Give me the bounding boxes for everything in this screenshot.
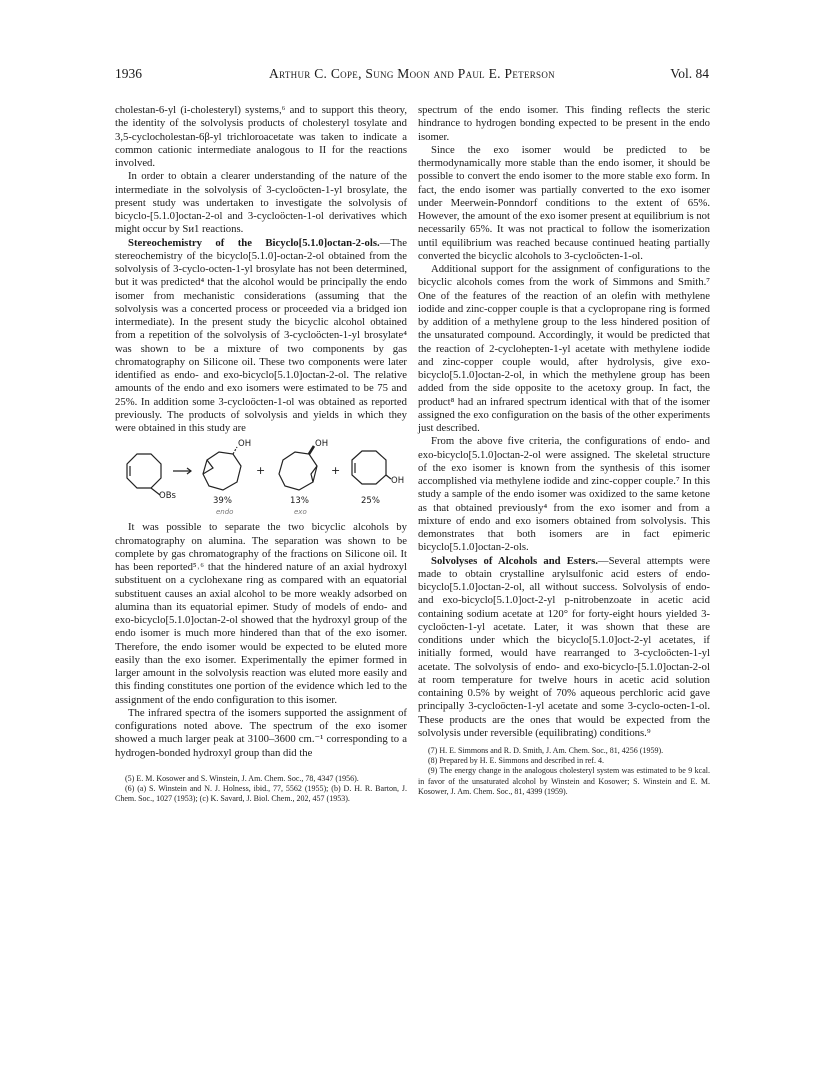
right-paragraph-1: spectrum of the endo isomer. This finding reflects the steric hindrance to hydrogen bonding expected to be present in the endo isomer. [418, 104, 710, 143]
footnote-8: (8) Prepared by H. E. Simmons and described in ref. 4. [428, 756, 604, 766]
footnote-9: (9) The energy change in the analogous cholesteryl system was estimated to be 9 kcal. in favor of the unsaturated alcohol by Winstein and Kosower; S. Winstein and E. M. Kosower, J. Am. Chem. Soc., 81, 4399 (1959). [418, 766, 710, 796]
yield-cyclooctenol: 25% [361, 496, 380, 507]
oh-label-exo: OH [315, 439, 329, 450]
left-paragraph-2: In order to obtain a clearer understanding of the nature of the intermediate in the solvolysis of 3-cycloöcten-1-yl brosylate, the present study was undertaken to investigate the solvolysis of bicyclo-[5.1.0]octan-2-ol and 3-cycloöcten-1-ol derivatives which might occur by Sи1 reactions. [115, 170, 407, 236]
footnote-5: (5) E. M. Kosower and S. Winstein, J. Am. Chem. Soc., 78, 4347 (1956). [125, 773, 359, 783]
right-paragraph-4: From the above five criteria, the configurations of endo- and exo-bicyclo[5.1.0]octan-2-ol were assigned. The skeletal structure of the exo isomer is known from the synthesis of this isomer accomplished via methylene iodide and zinc-copper couple.⁷ In this study a sample of the endo isomer was oxidized to the same ketone as that obtained previously⁴ from the exo isomer and from a mixture of endo and exo isomers obtained from solvolysis. This demonstrates that both isomers are in fact epimeric bicyclo[5.1.0]octan-2-ols. [418, 435, 710, 554]
yield-endo: 39% [213, 496, 232, 507]
oh-label-cyclooctenol: OH [391, 476, 405, 487]
plus-sign: + [331, 464, 341, 478]
footnote-7: (7) H. E. Simmons and R. D. Smith, J. Am. Chem. Soc., 81, 4256 (1959). [428, 746, 664, 755]
exo-bicyclooctanol [279, 452, 317, 490]
left-paragraph-4: It was possible to separate the two bicyclic alcohols by chromatography on alumina. The separation was shown to be complete by gas chromatography of the fractions on Silicone oil. It has been reported⁵˒⁶ that the hindered nature of an axial hydroxyl substituent on a cyclohexane ring as compared with an equatorial substituent causes an axial alcohol to be more weakly adsorbed on alumina than its equatorial epimer. Study of models of endo- and exo-bicyclo[5.1.0]octan-2-ol showed that the hydroxyl group of the endo isomer is much more hindered than that of the exo isomer. Therefore, the endo isomer would be expected to be eluted more easily than the exo isomer. Experimentally the epimer formed in larger amount in the solvolysis reaction was eluted more easily and this finding constitutes one portion of the evidence which led to the assignment of the endo configuration to this isomer. [115, 521, 407, 706]
section-heading-solvolyses: Solvolyses of Alcohols and Esters. [431, 554, 598, 567]
right-paragraph-5-body: —Several attempts were made to obtain crystalline arylsulfonic acid esters of endo-bicyclo[5.1.0]octan-2-ol, all without success. Solvolysis of endo- and exo-bicyclo[5.1.0]oct-2-yl p-nitrobenzoate in acetic acid containing sodium acetate at 120° for forty-eight hours yielded 3-cycloöcten-1-yl acetate. Later, it was shown that these are conditions under which the bicyclo[5.1.0]oct-2-yl acetates, if initially formed, would have rearranged to 3-cycloöcten-1-yl acetate. The solvolysis of endo- and exo-bicyclo-[5.1.0]octan-2-ol at room temperature for twelve hours in acetic acid solution containing 0.5% by weight of 70% aqueous perchloric acid gave principally 3-cycloöcten-1-yl acetate and some 3-cyclo-octen-1-ol. These products are the ones that would be expected from the solvolysis under reversible (equilibrating) conditions.⁹ [418, 554, 710, 739]
volume-number: Vol. 84 [670, 66, 709, 81]
right-paragraph-3: Additional support for the assignment of configurations to the bicyclic alcohols comes from the work of Simmons and Smith.⁷ One of the features of the reaction of an olefin with methylene iodide and zinc-copper couple is that a cyclopropane ring is formed by addition of a methylene group to the less hindered position of the unsaturated compound. Accordingly, it would be predicted that the reaction of 2-cyclohepten-1-yl acetate with methylene iodide and zinc-copper couple would, after hydrolysis, give exo-bicyclo[5.1.0]octan-2-ol, in which the methylene group has been added from the side opposite to the acetoxy group. In fact, the product⁸ had an infrared spectrum identical with that of the isomer assigned the exo configuration on the basis of the other experiments just described. [418, 263, 710, 434]
right-column [418, 104, 710, 797]
cyclooctene-ring [127, 454, 161, 488]
footnote-6: (6) (a) S. Winstein and N. J. Holness, ibid., 77, 5562 (1955); (b) D. H. R. Barton, J. Chem. Soc., 1027 (1953); (c) K. Savard, J. Biol. Chem., 202, 457 (1953). [115, 783, 407, 804]
left-column [115, 104, 407, 804]
running-header [115, 66, 709, 84]
oh-label-endo: OH [238, 439, 252, 450]
right-paragraph-5 [418, 555, 710, 741]
left-paragraph-5: The infrared spectra of the isomers supported the assignment of configurations noted above. The spectrum of the exo isomer showed a much larger peak at 3100–3600 cm.⁻¹ corresponding to a hydrogen-bonded hydroxyl group than did the [115, 706, 407, 759]
cyclooctenol-ring [352, 451, 386, 484]
left-footnotes [115, 774, 407, 805]
exo-tag: exo [294, 508, 307, 517]
right-paragraph-2: Since the exo isomer would be predicted to be thermodynamically more stable than the endo isomer, it should be possible to convert the endo isomer to the more stable exo form. In fact, the endo isomer was partially converted to the exo isomer under Meerwein-Ponndorf conditions to the extent of 65%. However, the amount of the exo isomer present at equilibrium is not necessarily 65%. It was not practical to follow the isomerization until equilibrium was reached because continued heating partially converted the bicyclic alcohols to 3-cycloöcten-1-ol. [418, 143, 710, 262]
plus-sign: + [256, 464, 266, 478]
endo-tag: endo [216, 508, 234, 517]
running-authors: Arthur C. Cope, Sung Moon and Paul E. Peterson [269, 66, 555, 81]
page-number: 1936 [115, 66, 142, 81]
left-paragraph-3-body: —The stereochemistry of the bicyclo[5.1.0]-octan-2-ol obtained from the solvolysis of 3-cyclo-octen-1-yl brosylate has not been determined, but it was predicted⁴ that the alcohol would be principally the endo isomer from mechanistic considerations (assuming that the solvolysis was a concerted process or proceeded via a bridged ion intermediate). In the present study the bicyclic alcohol obtained from a repetition of the solvolysis of 3-cycloöcten-1-yl brosylate⁴ was shown to be a mixture of two components by gas chromatography on Silicone oil. These two components were later identified as endo- and exo-bicyclo[5.1.0]octan-2-ol. The relative amounts of the endo and exo isomers were estimated to be 75 and 25%. In addition some 3-cycloöcten-1-ol was obtained as reported previously. The products of solvolysis and yields in which they were obtained in this study are [115, 236, 407, 434]
section-heading-stereochemistry: Stereochemistry of the Bicyclo[5.1.0]octan-2-ols. [128, 236, 380, 249]
left-paragraph-1: cholestan-6-yl (i-cholesteryl) systems,⁶ and to support this theory, the identity of the solvolysis products of cholesteryl tosylate and 3,5-cyclocholestan-6β-yl trichloroacetate was taken to indicate a common cationic intermediate analogous to II for the reactions involved. [115, 104, 407, 169]
right-footnotes [418, 746, 710, 797]
left-paragraph-3 [115, 237, 407, 436]
obs-label: OBs [159, 491, 176, 502]
reaction-scheme [115, 438, 407, 516]
yield-exo: 13% [290, 496, 309, 507]
